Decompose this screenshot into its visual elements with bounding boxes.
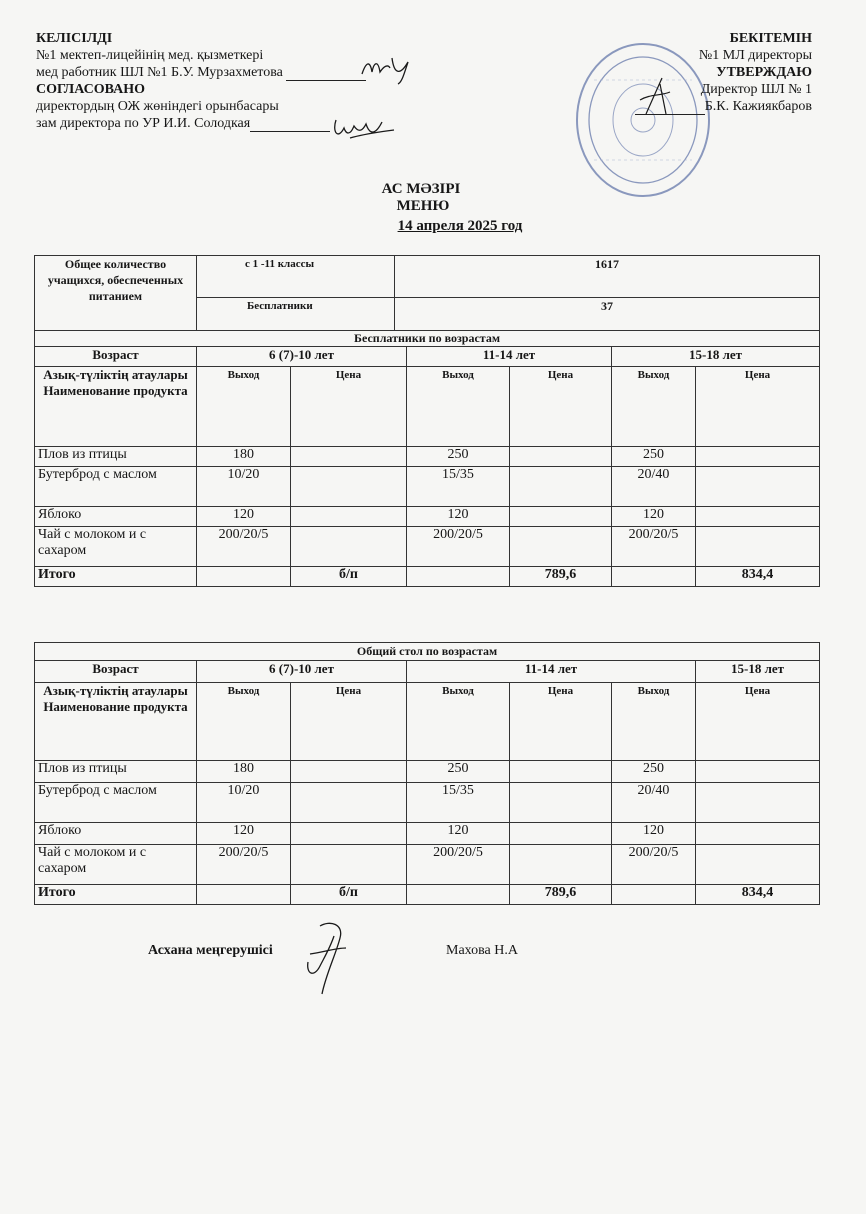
table-row: Плов из птицы 180 250 250: [35, 761, 820, 783]
director-line-kz: №1 МЛ директоры: [698, 48, 812, 63]
title-ru: МЕНЮ: [396, 198, 450, 214]
output-header: Выход: [407, 367, 510, 447]
canteen-head-name: Махова Н.А: [446, 943, 518, 958]
age-group-3: 15-18 лет: [612, 347, 820, 367]
table-row: Бутерброд с маслом 10/20 15/35 20/40: [35, 783, 820, 823]
total-row: Итого б/п 789,6 834,4: [35, 567, 820, 587]
age-header: Возраст: [35, 347, 197, 367]
product-header: Азық-түліктің атаулары Наименование продукта: [35, 367, 197, 447]
approve-kz: БЕКІТЕМІН: [729, 31, 812, 46]
approval-block-left: [36, 30, 366, 132]
section-title: Общий стол по возрастам: [35, 643, 820, 661]
deputy-line-ru: зам директора по УР И.И. Солодкая: [36, 115, 366, 132]
output-header: Выход: [197, 683, 291, 761]
price-header: Цена: [510, 683, 612, 761]
output-header: Выход: [612, 683, 696, 761]
director-line-ru: Директор ШЛ № 1: [700, 82, 812, 97]
output-header: Выход: [407, 683, 510, 761]
product-header: Азық-түліктің атаулары Наименование продукта: [35, 683, 197, 761]
price-header: Цена: [696, 367, 820, 447]
general-meals-table: [34, 642, 820, 905]
section-title: Бесплатники по возрастам: [35, 331, 820, 347]
table-row: Плов из птицы 180 250 250: [35, 447, 820, 467]
age-header: Возраст: [35, 661, 197, 683]
age-group-2: 11-14 лет: [407, 347, 612, 367]
output-header: Выход: [612, 367, 696, 447]
free-meals-table: [34, 330, 820, 587]
director-signature: [636, 74, 676, 118]
medic-line-ru: мед работник ШЛ №1 Б.У. Мурзахметова: [36, 64, 366, 81]
price-header: Цена: [510, 367, 612, 447]
table-row: Чай с молоком и с сахаром 200/20/5 200/20/5 200/20/5: [35, 845, 820, 885]
deputy-signature: [330, 112, 400, 146]
price-header: Цена: [291, 683, 407, 761]
output-header: Выход: [197, 367, 291, 447]
age-group-1: 6 (7)-10 лет: [197, 347, 407, 367]
total-row: Итого б/п 789,6 834,4: [35, 885, 820, 905]
age-group-2: 11-14 лет: [407, 661, 696, 683]
signature-line: [250, 119, 330, 132]
medic-signature: [358, 52, 428, 86]
table-row: Чай с молоком и с сахаром 200/20/5 200/20/5 200/20/5: [35, 527, 820, 567]
canteen-head-label: Асхана меңгерушісі: [148, 943, 273, 958]
free-label: Бесплатники: [197, 298, 395, 331]
age-group-3: 15-18 лет: [696, 661, 820, 683]
free-value: 37: [395, 298, 820, 331]
classes-value: 1617: [395, 256, 820, 298]
agreed-kz: КЕЛІСІЛДІ: [36, 31, 113, 46]
approve-ru: УТВЕРЖДАЮ: [716, 65, 812, 80]
canteen-head-signature: [300, 918, 352, 998]
table-row: Яблоко 120 120 120: [35, 823, 820, 845]
age-group-1: 6 (7)-10 лет: [197, 661, 407, 683]
summary-table: [34, 255, 820, 331]
price-header: Цена: [696, 683, 820, 761]
signature-line: [286, 68, 366, 81]
menu-date: 14 апреля 2025 год: [397, 218, 523, 234]
medic-line-kz: №1 мектеп-лицейінің мед. қызметкері: [36, 48, 264, 63]
director-name-line: Б.К. Кажиякбаров: [635, 98, 812, 115]
price-header: Цена: [291, 367, 407, 447]
table-row: Бутерброд с маслом 10/20 15/35 20/40: [35, 467, 820, 507]
table-row: Яблоко 120 120 120: [35, 507, 820, 527]
agreed-ru: СОГЛАСОВАНО: [36, 82, 145, 97]
summary-label: Общее количество учащихся, обеспеченных питанием: [35, 256, 197, 331]
deputy-line-kz: директордың ОЖ жөніндегі орынбасары: [36, 99, 279, 114]
title-kz: АС МӘЗІРІ: [381, 181, 461, 197]
classes-label: с 1 -11 классы: [197, 256, 395, 298]
